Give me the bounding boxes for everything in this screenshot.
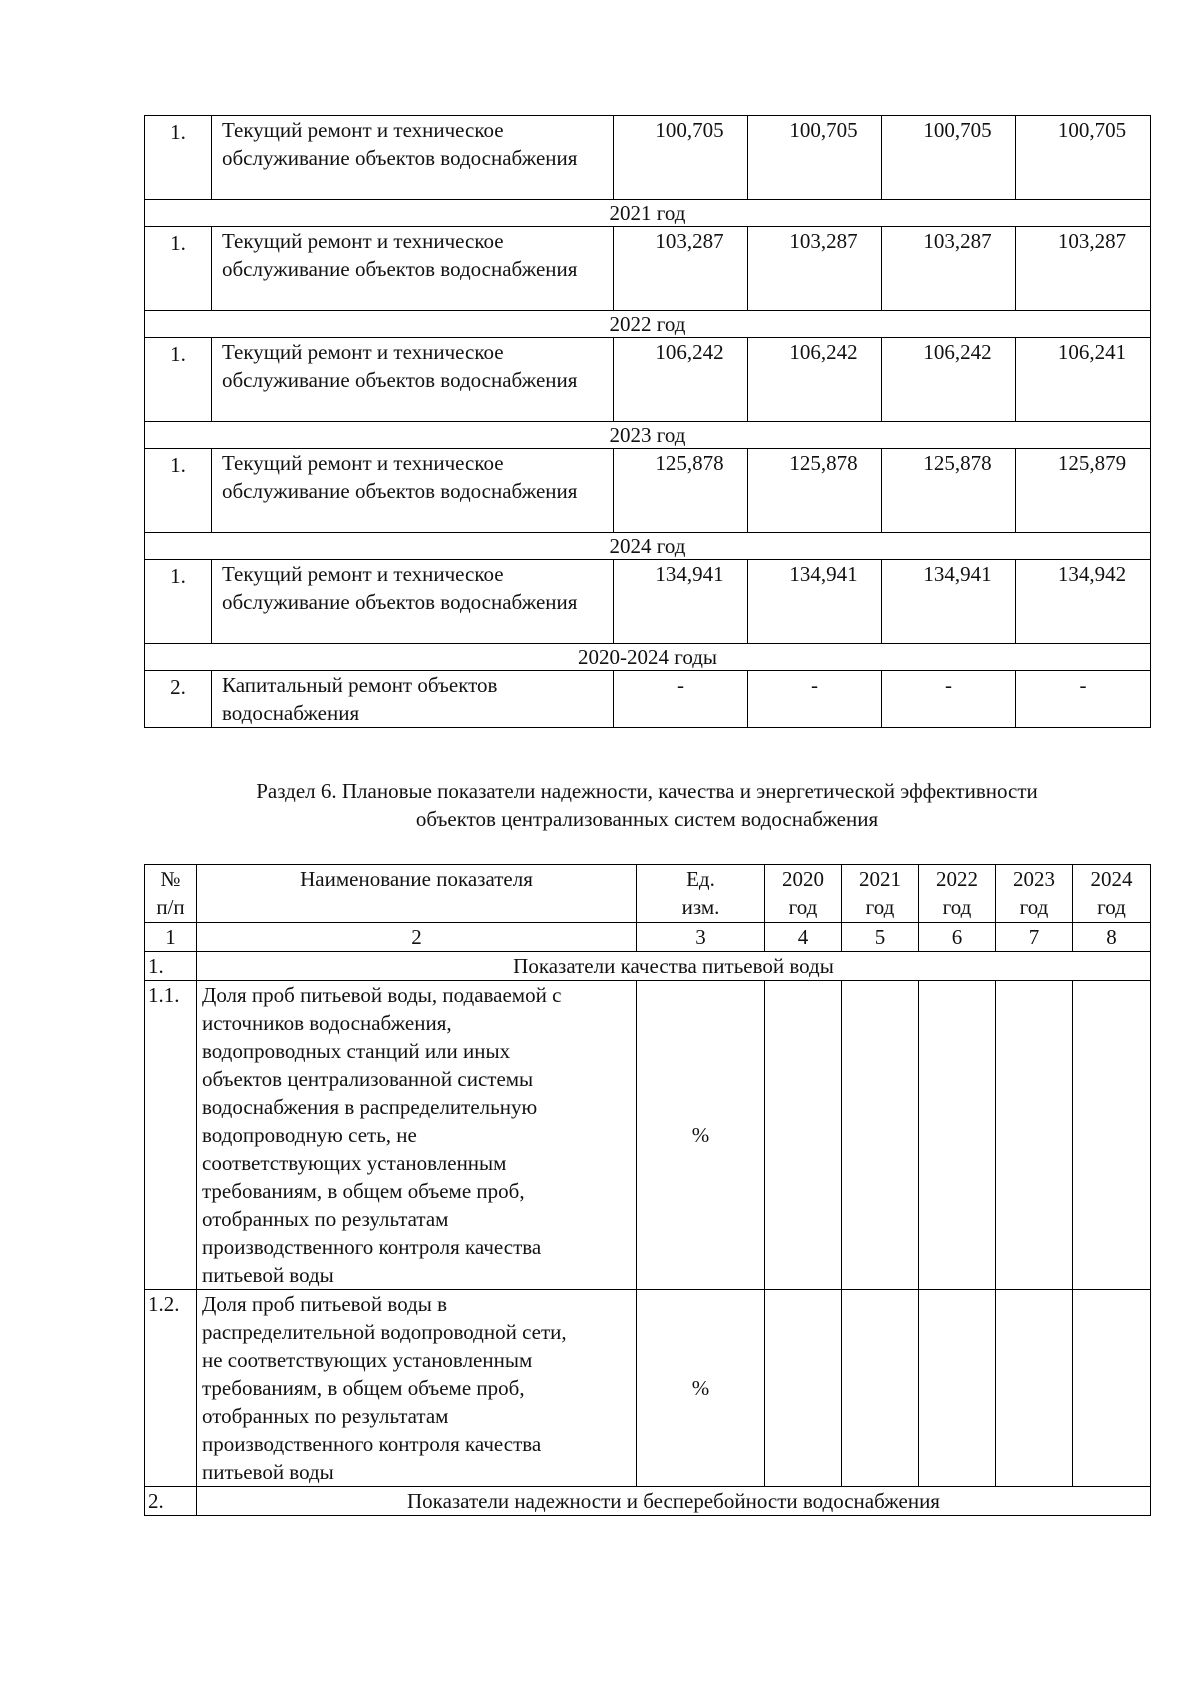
value-cell [1073, 1290, 1151, 1487]
year-row [145, 311, 1151, 338]
header-text: год [1019, 895, 1049, 919]
column-index: 8 [1073, 923, 1151, 952]
year-label: 2023 год [145, 422, 1151, 449]
header-text: год [942, 895, 972, 919]
column-index: 2 [197, 923, 637, 952]
description-line: водопроводных станций или иных [202, 1039, 511, 1063]
table-row [145, 338, 1151, 422]
description-line: требованиям, в общем объеме проб, [202, 1376, 525, 1400]
group-number: 1. [145, 952, 197, 981]
header-year [1073, 865, 1151, 923]
description-line: питьевой воды [202, 1460, 334, 1484]
value-cell [765, 981, 842, 1290]
value-cell: - [748, 671, 882, 728]
year-row [145, 533, 1151, 560]
header-text: год [1097, 895, 1126, 919]
column-index: 6 [919, 923, 996, 952]
value-cell: 134,941 [748, 560, 882, 644]
column-index-row [145, 923, 1151, 952]
value-cell [919, 981, 996, 1290]
row-description [197, 1290, 637, 1487]
row-number: 1.1. [145, 981, 197, 1290]
description-line: распределительной водопроводной сети, [202, 1320, 567, 1344]
header-year [842, 865, 919, 923]
description-line: водопроводную сеть, не [202, 1123, 417, 1147]
value-cell: 125,879 [1016, 449, 1151, 533]
value-cell [842, 981, 919, 1290]
value-cell: 103,287 [614, 227, 748, 311]
section-heading [144, 777, 1150, 833]
row-number: 1.2. [145, 1290, 197, 1487]
unit-cell: % [637, 981, 765, 1290]
value-cell: - [882, 671, 1016, 728]
header-year [765, 865, 842, 923]
indicators-table [144, 864, 1151, 1516]
value-cell: 125,878 [748, 449, 882, 533]
table-row [145, 560, 1151, 644]
description-line: отобранных по результатам [202, 1404, 449, 1428]
section-heading-line: Раздел 6. Плановые показатели надежности, качества и энергетической эффективности [256, 779, 1038, 803]
header-text: 2023 [1013, 867, 1055, 891]
header-text: 2022 [936, 867, 978, 891]
header-text: 2024 [1090, 867, 1133, 891]
description-line: водоснабжения в распределительную [202, 1095, 538, 1119]
value-cell: 106,242 [614, 338, 748, 422]
table-row [145, 981, 1151, 1290]
row-number: 1. [145, 560, 212, 644]
group-title: Показатели надежности и бесперебойности водоснабжения [197, 1487, 1151, 1516]
header-text: 2020 [782, 867, 824, 891]
year-row [145, 644, 1151, 671]
row-name: Капитальный ремонт объектов водоснабжения [212, 671, 614, 728]
header-year [996, 865, 1073, 923]
value-cell: - [1016, 671, 1151, 728]
column-index: 4 [765, 923, 842, 952]
value-cell: 103,287 [882, 227, 1016, 311]
description-line: Доля проб питьевой воды, подаваемой с [202, 983, 562, 1007]
group-title: Показатели качества питьевой воды [197, 952, 1151, 981]
value-cell [765, 1290, 842, 1487]
value-cell [919, 1290, 996, 1487]
value-cell: 100,705 [882, 116, 1016, 200]
row-description [197, 981, 637, 1290]
row-number: 1. [145, 116, 212, 200]
table-row [145, 116, 1151, 200]
row-name: Текущий ремонт и техническое обслуживание объектов водоснабжения [212, 449, 614, 533]
description-line: источников водоснабжения, [202, 1011, 452, 1035]
header-name: Наименование показателя [197, 865, 637, 923]
row-number: 1. [145, 227, 212, 311]
row-name: Текущий ремонт и техническое обслуживание объектов водоснабжения [212, 338, 614, 422]
row-name: Текущий ремонт и техническое обслуживание объектов водоснабжения [212, 116, 614, 200]
value-cell: 125,878 [614, 449, 748, 533]
row-name: Текущий ремонт и техническое обслуживание объектов водоснабжения [212, 227, 614, 311]
repair-costs-table [144, 115, 1151, 728]
header-text: № [160, 867, 181, 891]
group-row [145, 952, 1151, 981]
description-line: соответствующих установленным [202, 1151, 507, 1175]
description-line: требованиям, в общем объеме проб, [202, 1179, 525, 1203]
table-row [145, 1290, 1151, 1487]
value-cell: 106,242 [882, 338, 1016, 422]
value-cell: 103,287 [1016, 227, 1151, 311]
row-name: Текущий ремонт и техническое обслуживание объектов водоснабжения [212, 560, 614, 644]
group-number: 2. [145, 1487, 197, 1516]
value-cell: 106,242 [748, 338, 882, 422]
value-cell: 103,287 [748, 227, 882, 311]
description-line: производственного контроля качества [202, 1235, 542, 1259]
year-label: 2021 год [145, 200, 1151, 227]
group-row [145, 1487, 1151, 1516]
table-row [145, 449, 1151, 533]
description-line: питьевой воды [202, 1263, 334, 1287]
column-index: 7 [996, 923, 1073, 952]
value-cell: 125,878 [882, 449, 1016, 533]
value-cell: 134,942 [1016, 560, 1151, 644]
column-index: 5 [842, 923, 919, 952]
column-index: 1 [145, 923, 197, 952]
row-number: 1. [145, 338, 212, 422]
header-row [145, 865, 1151, 923]
value-cell: 134,941 [882, 560, 1016, 644]
value-cell [996, 981, 1073, 1290]
table-row [145, 227, 1151, 311]
value-cell: 106,241 [1016, 338, 1151, 422]
description-line: Доля проб питьевой воды в [202, 1292, 448, 1316]
value-cell [1073, 981, 1151, 1290]
column-index: 3 [637, 923, 765, 952]
value-cell: - [614, 671, 748, 728]
header-text: год [865, 895, 895, 919]
header-text: Ед. [686, 867, 715, 891]
row-number: 2. [145, 671, 212, 728]
year-row [145, 422, 1151, 449]
description-line: не соответствующих установленным [202, 1348, 533, 1372]
row-number: 1. [145, 449, 212, 533]
header-text: п/п [156, 895, 185, 919]
year-label: 2020-2024 годы [145, 644, 1151, 671]
year-row [145, 200, 1151, 227]
section-heading-line: объектов централизованных систем водоснабжения [415, 807, 879, 831]
header-text: 2021 [859, 867, 901, 891]
value-cell: 100,705 [748, 116, 882, 200]
value-cell [996, 1290, 1073, 1487]
value-cell: 100,705 [614, 116, 748, 200]
header-text: год [788, 895, 818, 919]
value-cell: 134,941 [614, 560, 748, 644]
description-line: производственного контроля качества [202, 1432, 542, 1456]
header-year [919, 865, 996, 923]
header-number [145, 865, 197, 923]
year-label: 2024 год [145, 533, 1151, 560]
unit-cell: % [637, 1290, 765, 1487]
header-unit [637, 865, 765, 923]
year-label: 2022 год [145, 311, 1151, 338]
table-row [145, 671, 1151, 728]
description-line: объектов централизованной системы [202, 1067, 534, 1091]
header-text: изм. [681, 895, 720, 919]
description-line: отобранных по результатам [202, 1207, 449, 1231]
value-cell [842, 1290, 919, 1487]
value-cell: 100,705 [1016, 116, 1151, 200]
